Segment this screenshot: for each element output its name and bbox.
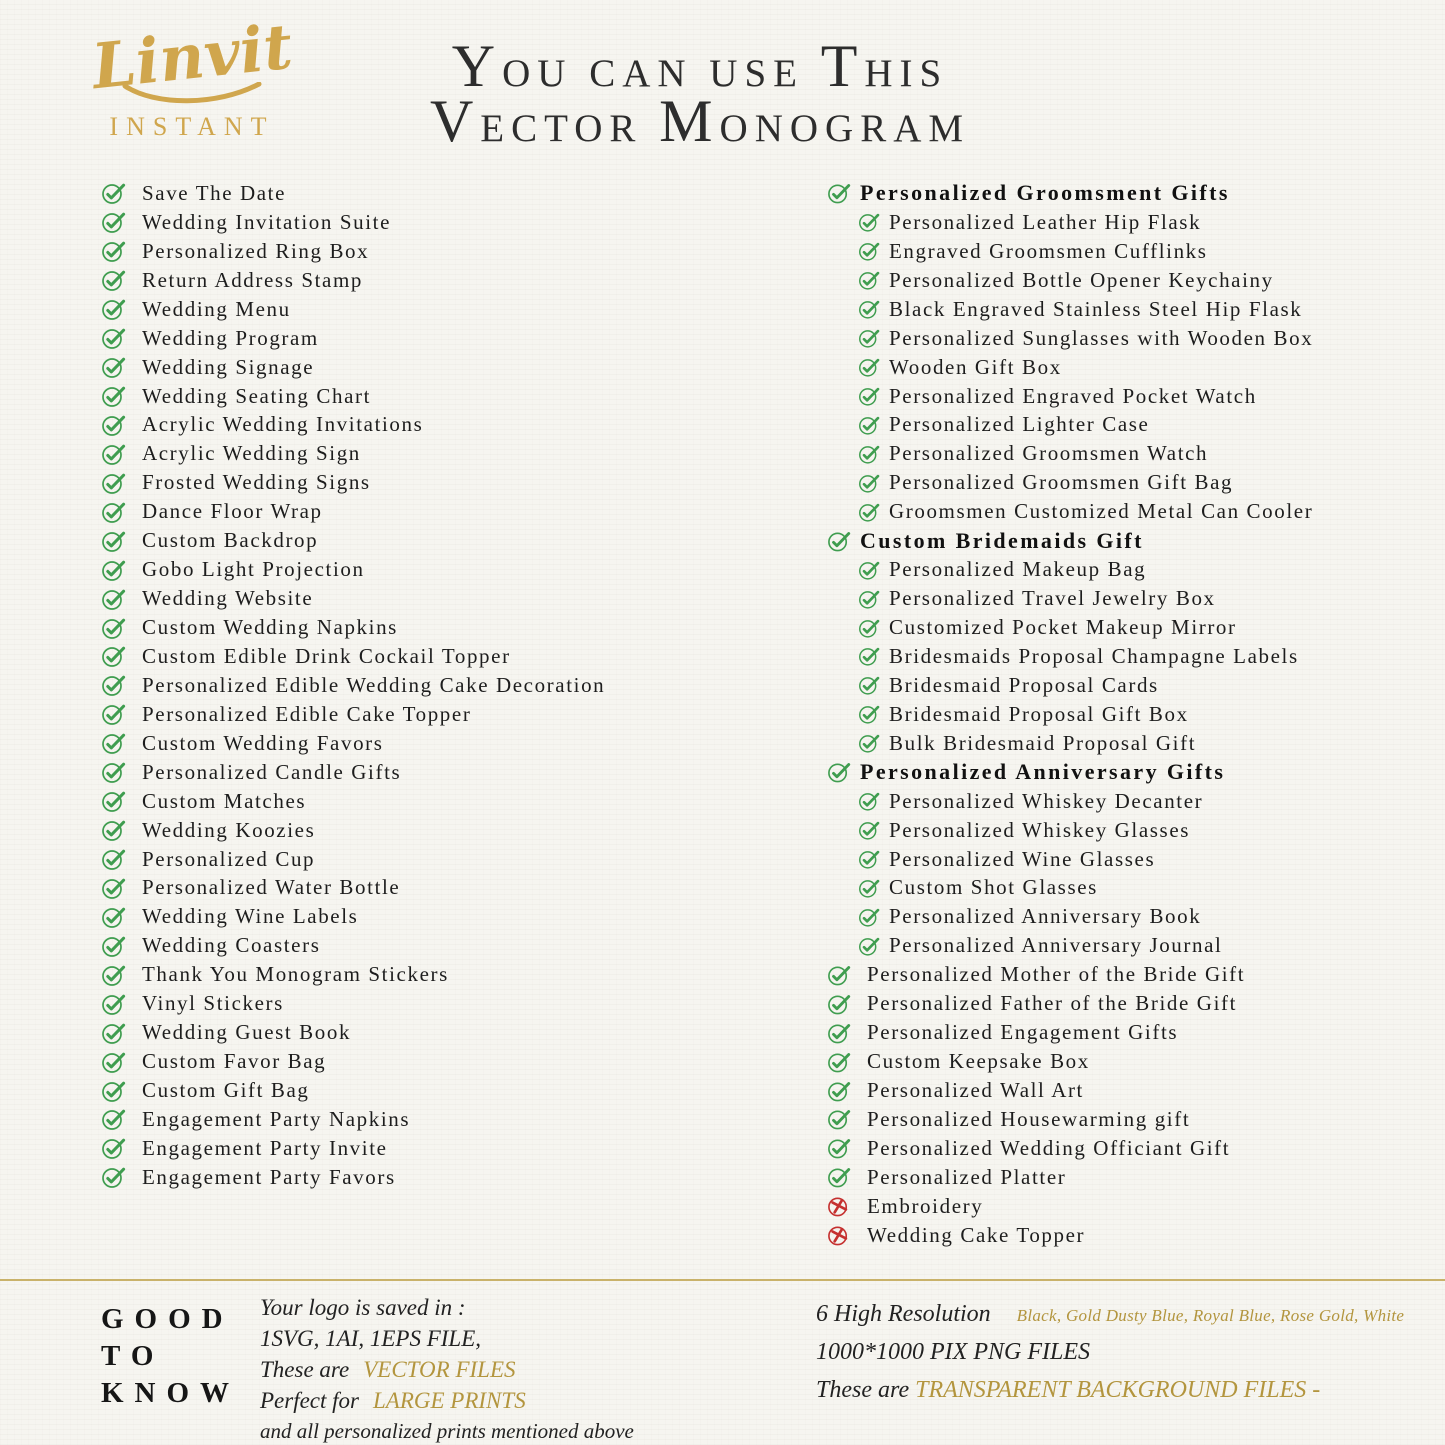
- png-files-notes: [816, 1301, 1404, 1404]
- check-icon: [101, 616, 127, 640]
- check-icon: [858, 588, 881, 610]
- list-item: [101, 1018, 605, 1047]
- item-label: Bridesmaid Proposal Gift Box: [889, 701, 1189, 726]
- vector-files-note: These are VECTOR FILES: [260, 1357, 516, 1382]
- list-item: [101, 208, 605, 237]
- item-label: Personalized Platter: [867, 1164, 1067, 1189]
- list-item: [827, 642, 1313, 671]
- check-icon: [858, 298, 881, 320]
- item-label: Groomsmen Customized Metal Can Cooler: [889, 499, 1314, 524]
- item-label: Personalized Wedding Officiant Gift: [867, 1135, 1231, 1160]
- list-item: [827, 411, 1313, 440]
- list-item: [827, 931, 1313, 960]
- resolution-note: 6 High Resolution Black, Gold Dusty Blue, Royal Blue, Rose Gold, White: [816, 1301, 1405, 1327]
- item-label: Engagement Party Napkins: [142, 1106, 411, 1131]
- check-icon: [101, 442, 127, 466]
- cross-icon: [827, 1194, 852, 1218]
- check-icon: [858, 472, 881, 494]
- check-icon: [101, 1050, 127, 1074]
- list-item: [827, 1047, 1313, 1076]
- check-icon: [101, 702, 127, 726]
- item-label: Embroidery: [867, 1193, 984, 1218]
- check-icon: [101, 529, 127, 553]
- item-label: Vinyl Stickers: [142, 991, 284, 1016]
- list-item: [101, 1163, 605, 1192]
- check-icon: [827, 1107, 852, 1131]
- check-icon: [858, 703, 881, 725]
- check-icon: [858, 269, 881, 291]
- item-label: Bridesmaid Proposal Cards: [889, 672, 1159, 697]
- list-item: [101, 584, 605, 613]
- check-icon: [858, 848, 881, 870]
- check-icon: [827, 1136, 852, 1160]
- item-label: Personalized Cup: [142, 846, 316, 871]
- list-item: [827, 960, 1313, 989]
- list-item: [101, 613, 605, 642]
- list-item: [827, 874, 1313, 903]
- check-icon: [101, 181, 127, 205]
- item-label: Acrylic Wedding Sign: [142, 441, 361, 466]
- item-label: Bulk Bridesmaid Proposal Gift: [889, 730, 1197, 755]
- check-icon: [101, 789, 127, 813]
- list-item: [827, 1105, 1313, 1134]
- item-label: Bridesmaids Proposal Champagne Labels: [889, 643, 1299, 668]
- list-item: [101, 787, 605, 816]
- check-icon: [858, 240, 881, 262]
- list-item: [101, 382, 605, 411]
- item-label: Custom Bridemaids Gift: [860, 527, 1144, 553]
- saved-in-label: Your logo is saved in :: [260, 1295, 466, 1320]
- item-label: Custom Keepsake Box: [867, 1049, 1090, 1074]
- check-icon: [827, 1050, 852, 1074]
- list-item: [101, 526, 605, 555]
- item-label: Custom Matches: [142, 788, 307, 813]
- list-item: [101, 497, 605, 526]
- list-item: [101, 1076, 605, 1105]
- item-label: Dance Floor Wrap: [142, 499, 323, 524]
- list-item: [827, 555, 1313, 584]
- item-label: Save The Date: [142, 180, 287, 205]
- item-label: Custom Gift Bag: [142, 1078, 310, 1103]
- list-item: [827, 787, 1313, 816]
- list-item: [101, 411, 605, 440]
- list-item: [101, 902, 605, 931]
- item-label: Wedding Cake Topper: [867, 1222, 1086, 1247]
- list-item: [827, 989, 1313, 1018]
- list-item: [827, 584, 1313, 613]
- item-label: Personalized Makeup Bag: [889, 557, 1147, 582]
- list-item: [101, 931, 605, 960]
- item-label: Personalized Engagement Gifts: [867, 1020, 1179, 1045]
- check-icon: [101, 587, 127, 611]
- list-item: [827, 353, 1313, 382]
- list-item: [827, 1134, 1313, 1163]
- check-icon: [101, 1107, 127, 1131]
- list-item: [827, 845, 1313, 874]
- check-icon: [101, 673, 127, 697]
- check-icon: [101, 1079, 127, 1103]
- item-label: Wedding Wine Labels: [142, 904, 359, 929]
- check-icon: [827, 760, 852, 784]
- item-label: Black Engraved Stainless Steel Hip Flask: [889, 296, 1303, 321]
- item-label: Personalized Edible Cake Topper: [142, 701, 472, 726]
- list-item: [827, 1163, 1313, 1192]
- item-label: Wedding Coasters: [142, 933, 321, 958]
- list-item: [101, 1134, 605, 1163]
- item-label: Engagement Party Favors: [142, 1164, 396, 1189]
- list-item: [101, 324, 605, 353]
- check-icon: [858, 385, 881, 407]
- file-format-notes: [260, 1295, 634, 1444]
- item-label: Engraved Groomsmen Cufflinks: [889, 238, 1208, 263]
- item-label: Wedding Guest Book: [142, 1020, 352, 1045]
- item-label: Custom Shot Glasses: [889, 875, 1098, 900]
- check-icon: [101, 500, 127, 524]
- item-label: Personalized Lighter Case: [889, 412, 1150, 437]
- check-icon: [858, 211, 881, 233]
- item-label: Personalized Candle Gifts: [142, 759, 402, 784]
- check-icon: [858, 327, 881, 349]
- check-icon: [858, 645, 881, 667]
- item-label: Thank You Monogram Stickers: [142, 962, 449, 987]
- list-item: [827, 208, 1313, 237]
- item-label: Custom Wedding Favors: [142, 730, 384, 755]
- brand-logo-subtitle: INSTANT: [109, 112, 275, 141]
- list-item: [101, 845, 605, 874]
- transparent-note: These are TRANSPARENT BACKGROUND FILES -: [816, 1377, 1321, 1403]
- good-to-know-heading: GOOD TO KNOW: [101, 1303, 241, 1409]
- product-list-right: [827, 179, 1313, 1250]
- list-item: [101, 237, 605, 266]
- list-item: [101, 1047, 605, 1076]
- list-item: [101, 353, 605, 382]
- list-item: [827, 266, 1313, 295]
- item-label: Personalized Wall Art: [867, 1078, 1084, 1103]
- check-icon: [827, 1165, 852, 1189]
- list-item: [827, 1018, 1313, 1047]
- list-item: [101, 642, 605, 671]
- check-icon: [858, 935, 881, 957]
- list-item: [101, 179, 605, 208]
- item-label: Custom Edible Drink Cockail Topper: [142, 643, 511, 668]
- item-label: Gobo Light Projection: [142, 557, 365, 582]
- check-icon: [858, 790, 881, 812]
- list-item: [101, 874, 605, 903]
- check-icon: [101, 1165, 127, 1189]
- check-icon: [101, 384, 127, 408]
- list-item: [827, 237, 1313, 266]
- check-icon: [827, 963, 852, 987]
- item-label: Personalized Anniversary Gifts: [860, 759, 1226, 785]
- page-title-line-1: YOU CAN USE THIS: [451, 33, 949, 99]
- check-icon: [101, 847, 127, 871]
- pixels-note: 1000*1000 PIX PNG FILES: [816, 1339, 1090, 1365]
- check-icon: [101, 1136, 127, 1160]
- list-item: [827, 902, 1313, 931]
- item-label: Wooden Gift Box: [889, 354, 1062, 379]
- item-label: Personalized Wine Glasses: [889, 846, 1156, 871]
- page-title-line-2: VECTOR MONOGRAM: [429, 88, 971, 154]
- list-item: [827, 468, 1313, 497]
- item-label: Personalized Edible Wedding Cake Decoration: [142, 672, 606, 697]
- list-item: [827, 1076, 1313, 1105]
- item-label: Customized Pocket Makeup Mirror: [889, 615, 1237, 640]
- list-item: [827, 526, 1313, 555]
- check-icon: [858, 906, 881, 928]
- item-label: Personalized Groomsment Gifts: [860, 180, 1230, 206]
- check-icon: [101, 297, 127, 321]
- check-icon: [101, 239, 127, 263]
- check-icon: [101, 731, 127, 755]
- list-item: [827, 816, 1313, 845]
- list-item: [101, 266, 605, 295]
- large-prints-note: Perfect for LARGE PRINTS: [260, 1388, 526, 1413]
- check-icon: [827, 529, 852, 553]
- check-icon: [101, 326, 127, 350]
- check-icon: [101, 876, 127, 900]
- check-icon: [101, 1021, 127, 1045]
- check-icon: [858, 732, 881, 754]
- check-icon: [858, 877, 881, 899]
- check-icon: [858, 501, 881, 523]
- item-label: Wedding Invitation Suite: [142, 209, 392, 234]
- check-icon: [101, 558, 127, 582]
- prints-note: and all personalized prints mentioned above: [260, 1419, 634, 1443]
- list-item: [827, 439, 1313, 468]
- check-icon: [101, 471, 127, 495]
- item-label: Personalized Anniversary Book: [889, 904, 1202, 929]
- item-label: Personalized Whiskey Glasses: [889, 817, 1191, 842]
- item-label: Personalized Leather Hip Flask: [889, 209, 1202, 234]
- check-icon: [101, 992, 127, 1016]
- item-label: Personalized Ring Box: [142, 238, 370, 263]
- list-item: [827, 324, 1313, 353]
- check-icon: [858, 674, 881, 696]
- list-item: [827, 295, 1313, 324]
- list-item: [101, 468, 605, 497]
- list-item: [827, 613, 1313, 642]
- divider-line: [0, 1279, 1445, 1281]
- list-item: [827, 1221, 1313, 1250]
- cross-icon: [827, 1223, 852, 1247]
- check-icon: [827, 1079, 852, 1103]
- list-item: [101, 1105, 605, 1134]
- list-item: [101, 960, 605, 989]
- item-label: Personalized Bottle Opener Keychainy: [889, 267, 1274, 292]
- check-icon: [858, 559, 881, 581]
- item-label: Acrylic Wedding Invitations: [142, 412, 424, 437]
- item-label: Personalized Travel Jewelry Box: [889, 586, 1216, 611]
- item-label: Personalized Groomsmen Gift Bag: [889, 470, 1234, 495]
- item-label: Personalized Father of the Bride Gift: [867, 991, 1238, 1016]
- list-item: [101, 758, 605, 787]
- brand-logo-script: Linvit: [88, 9, 296, 104]
- item-label: Personalized Engraved Pocket Watch: [889, 383, 1257, 408]
- list-item: [101, 555, 605, 584]
- item-label: Custom Favor Bag: [142, 1049, 327, 1074]
- check-icon: [858, 356, 881, 378]
- item-label: Personalized Housewarming gift: [867, 1106, 1191, 1131]
- check-icon: [858, 414, 881, 436]
- product-list-left: [101, 179, 605, 1192]
- item-label: Personalized Groomsmen Watch: [889, 441, 1209, 466]
- item-label: Wedding Koozies: [142, 817, 316, 842]
- color-options-note: Black, Gold Dusty Blue, Royal Blue, Rose Gold, White: [1016, 1306, 1405, 1325]
- check-icon: [827, 992, 852, 1016]
- check-icon: [858, 443, 881, 465]
- check-icon: [101, 760, 127, 784]
- check-icon: [858, 617, 881, 639]
- check-icon: [101, 210, 127, 234]
- item-label: Custom Backdrop: [142, 528, 319, 553]
- saved-in-files: 1SVG, 1AI, 1EPS FILE,: [260, 1326, 482, 1351]
- item-label: Personalized Mother of the Bride Gift: [867, 962, 1246, 987]
- list-item: [827, 700, 1313, 729]
- list-item: [101, 295, 605, 324]
- check-icon: [101, 413, 127, 437]
- list-item: [827, 497, 1313, 526]
- list-item: [101, 729, 605, 758]
- check-icon: [101, 963, 127, 987]
- check-icon: [101, 934, 127, 958]
- list-item: [827, 671, 1313, 700]
- item-label: Return Address Stamp: [142, 267, 363, 292]
- check-icon: [101, 268, 127, 292]
- item-label: Personalized Sunglasses with Wooden Box: [889, 325, 1314, 350]
- item-label: Wedding Menu: [142, 296, 291, 321]
- page-title: [0, 33, 1400, 154]
- list-item: [101, 816, 605, 845]
- item-label: Personalized Anniversary Journal: [889, 933, 1223, 958]
- check-icon: [101, 818, 127, 842]
- list-item: [827, 758, 1313, 787]
- item-label: Wedding Website: [142, 586, 314, 611]
- item-label: Frosted Wedding Signs: [142, 470, 371, 495]
- list-item: [101, 989, 605, 1018]
- item-label: Wedding Signage: [142, 354, 315, 379]
- item-label: Personalized Water Bottle: [142, 875, 401, 900]
- item-label: Wedding Program: [142, 325, 319, 350]
- check-icon: [827, 1021, 852, 1045]
- item-label: Custom Wedding Napkins: [142, 615, 398, 640]
- list-item: [827, 382, 1313, 411]
- list-item: [101, 700, 605, 729]
- item-label: Personalized Whiskey Decanter: [889, 788, 1204, 813]
- list-item: [827, 1192, 1313, 1221]
- list-item: [101, 439, 605, 468]
- list-item: [827, 179, 1313, 208]
- check-icon: [101, 644, 127, 668]
- check-icon: [101, 905, 127, 929]
- item-label: Wedding Seating Chart: [142, 383, 372, 408]
- check-icon: [101, 355, 127, 379]
- item-label: Engagement Party Invite: [142, 1135, 388, 1160]
- list-item: [827, 729, 1313, 758]
- check-icon: [858, 819, 881, 841]
- check-icon: [827, 181, 852, 205]
- list-item: [101, 671, 605, 700]
